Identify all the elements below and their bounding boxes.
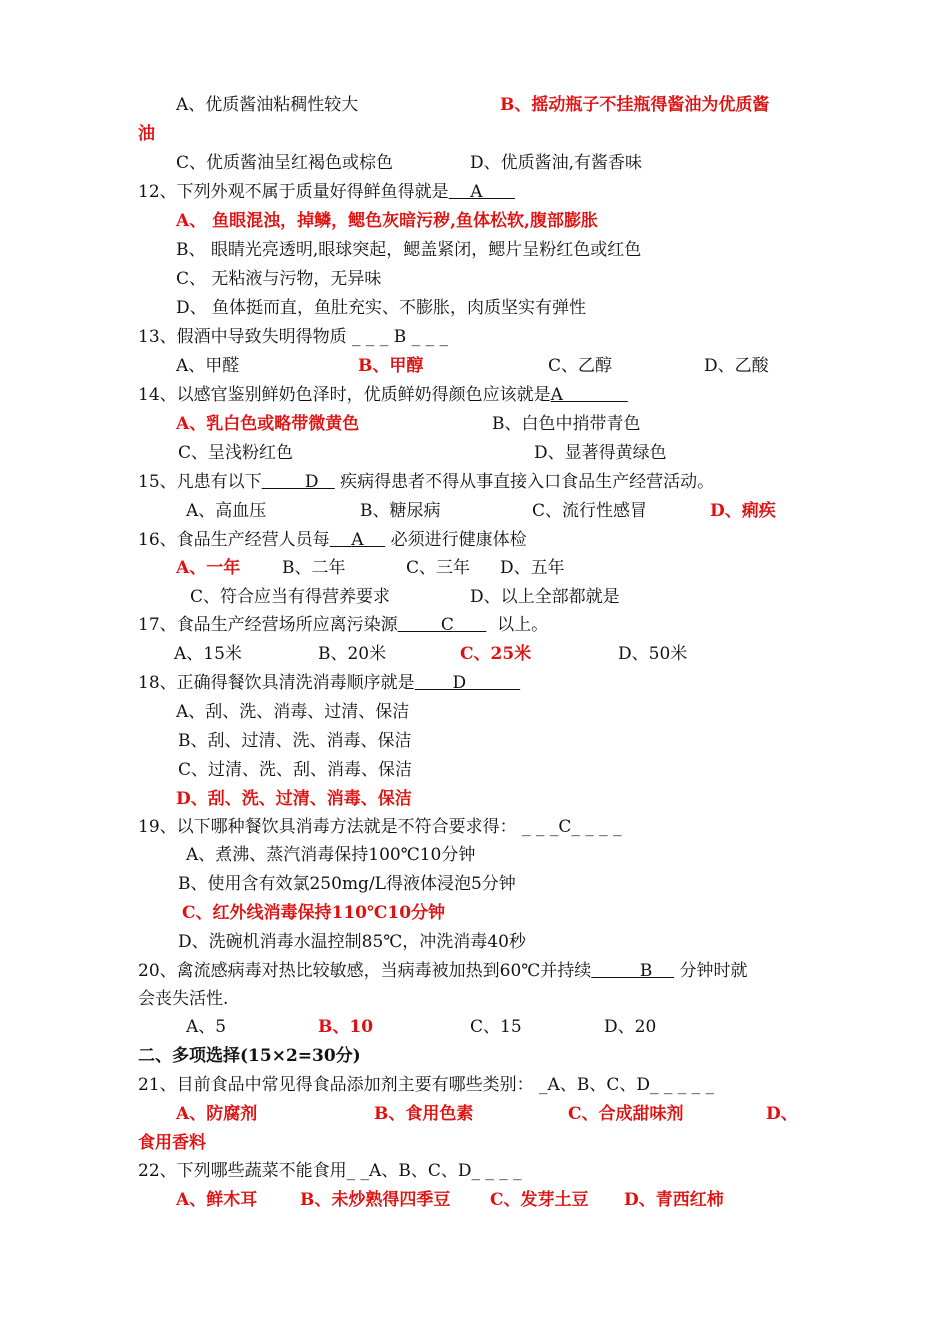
q14-text: 14、以感官鉴别鲜奶色泽时，优质鲜奶得颜色应该就是	[138, 385, 551, 405]
q22-blank-value: A、B、C、D	[369, 1161, 472, 1181]
q18-answer-blank	[415, 673, 521, 693]
q16-option-c2: C、符合应当有得营养要求	[190, 587, 391, 607]
q15-option-a: A、高血压	[186, 501, 267, 521]
q21-answer-blank: _A、B、C、D_ _ _ _ _	[533, 1075, 715, 1095]
q12-question	[138, 181, 515, 203]
q19-option-a: A、煮沸、蒸汽消毒保持100℃10分钟	[186, 845, 476, 865]
q20-blank-value: B	[639, 961, 653, 981]
q18-option-b: B、刮、过清、洗、消毒、保洁	[178, 731, 412, 751]
q15-text-tail: 疾病得患者不得从事直接入口食品生产经营活动。	[340, 472, 715, 492]
q13-text: 13、假酒中导致失明得物质	[138, 327, 347, 347]
q17-option-a: A、15米	[174, 644, 242, 664]
q18-option-a: A、刮、洗、消毒、过清、保洁	[176, 702, 410, 722]
q14-option-b: B、白色中捎带青色	[492, 414, 641, 434]
q20-option-d: D、20	[604, 1017, 657, 1037]
q22-option-d-answer: D、青西红柿	[624, 1190, 724, 1210]
q20-option-a: A、5	[186, 1017, 227, 1037]
q17-option-c-answer: C、25米	[460, 644, 532, 664]
q11-option-a: A、优质酱油粘稠性较大	[176, 95, 359, 115]
q16-answer-blank	[330, 530, 386, 550]
q11-option-c: C、优质酱油呈红褐色或棕色	[176, 153, 394, 173]
q17-text: 17、食品生产经营场所应离污染源	[138, 615, 398, 635]
q14-blank-value: A	[550, 385, 563, 405]
q14-option-a-answer: A、乳白色或略带微黄色	[176, 414, 360, 434]
q17-text-tail: 以上。	[497, 615, 549, 635]
q16-option-d: D、五年	[500, 558, 565, 578]
q15-answer-blank	[262, 472, 335, 492]
q19-answer-blank: _ _ _C_ _ _ _	[516, 817, 622, 837]
section-heading-multiple-choice: 二、多项选择(15×2=30分)	[138, 1046, 361, 1066]
q22-text: 22、下列哪些蔬菜不能食用	[138, 1161, 347, 1181]
q14-option-c: C、呈浅粉红色	[178, 443, 294, 463]
q22-option-b-answer: B、未炒熟得四季豆	[300, 1190, 451, 1210]
q12-option-c: C、 无粘液与污物，无异味	[176, 269, 382, 289]
q21-text: 21、目前食品中常见得食品添加剂主要有哪些类别：	[138, 1075, 534, 1095]
q13-option-d: D、乙酸	[704, 356, 769, 376]
q17-option-b: B、20米	[318, 644, 387, 664]
q14-question	[138, 384, 628, 406]
q22-option-c-answer: C、发芽土豆	[490, 1190, 589, 1210]
q12-text: 12、下列外观不属于质量好得鲜鱼得就是	[138, 182, 449, 202]
q15-question	[138, 471, 714, 493]
q16-option-b: B、二年	[282, 558, 346, 578]
q20-text: 20、禽流感病毒对热比较敏感，当病毒被加热到60℃并持续	[138, 961, 592, 981]
q19-blank-value: C	[558, 817, 572, 837]
q21-option-b-answer: B、食用色素	[374, 1104, 474, 1124]
q15-option-c: C、流行性感冒	[532, 501, 648, 521]
q20-option-c: C、15	[470, 1017, 522, 1037]
q12-option-d: D、 鱼体挺而直，鱼肚充实、不膨胀，肉质坚实有弹性	[176, 298, 587, 318]
q13-option-a: A、甲醛	[176, 356, 240, 376]
q22-question	[138, 1160, 522, 1182]
q21-option-c-answer: C、合成甜味剂	[568, 1104, 684, 1124]
q17-blank-value: C	[440, 615, 454, 635]
q18-option-c: C、过清、洗、刮、消毒、保洁	[178, 760, 413, 780]
q16-question	[138, 529, 527, 551]
q13-option-b-answer: B、甲醇	[358, 356, 424, 376]
q12-option-a-answer: A、 鱼眼混浊，掉鳞，鳃色灰暗污秽,鱼体松软,腹部膨胀	[176, 211, 598, 231]
q17-question	[138, 614, 548, 636]
q16-option-d2: D、以上全部都就是	[470, 587, 620, 607]
q21-option-d-answer: D、	[766, 1104, 798, 1124]
q19-question	[138, 816, 622, 838]
q18-text: 18、正确得餐饮具清洗消毒顺序就是	[138, 673, 415, 693]
q20-question-cont: 会丧失活性.	[138, 989, 229, 1009]
q22-answer-blank: _ _A、B、C、D_ _ _ _	[346, 1161, 522, 1181]
q16-option-c: C、三年	[406, 558, 471, 578]
q13-blank-value: B	[393, 327, 407, 347]
q16-text-tail: 必须进行健康体检	[390, 530, 527, 550]
q19-option-d: D、洗碗机消毒水温控制85℃，冲洗消毒40秒	[178, 932, 526, 952]
q21-option-d-answer-cont: 食用香料	[138, 1133, 206, 1153]
q14-answer-blank	[551, 385, 628, 405]
q16-option-a-answer: A、一年	[176, 558, 241, 578]
q20-text-tail: 分钟时就	[679, 961, 748, 981]
q18-blank-value: D	[452, 673, 467, 693]
q11-option-b-answer-cont: 油	[138, 124, 155, 144]
q16-blank-value: A	[351, 530, 364, 550]
q22-option-a-answer: A、鲜木耳	[176, 1190, 258, 1210]
q13-question	[138, 326, 448, 348]
q13-option-c: C、乙醇	[548, 356, 613, 376]
q21-blank-value: A、B、C、D	[547, 1075, 650, 1095]
q21-option-a-answer: A、防腐剂	[176, 1104, 258, 1124]
q21-question	[138, 1074, 714, 1096]
q12-answer-blank	[449, 182, 515, 202]
q17-option-d: D、50米	[618, 644, 688, 664]
q15-blank-value: D	[304, 472, 319, 492]
q19-option-c-answer: C、红外线消毒保持110℃10分钟	[182, 903, 446, 923]
q19-option-b: B、使用含有效氯250mg/L得液体浸泡5分钟	[178, 874, 516, 894]
q20-option-b-answer: B、10	[318, 1017, 374, 1037]
q15-option-d-answer: D、痢疾	[710, 501, 776, 521]
q13-answer-blank: _ _ _ B _ _ _	[346, 327, 448, 347]
q17-answer-blank	[398, 615, 487, 635]
q15-text: 15、凡患有以下	[138, 472, 262, 492]
q19-text: 19、以下哪种餐饮具消毒方法就是不符合要求得：	[138, 817, 517, 837]
q18-option-d-answer: D、刮、洗、过清、消毒、保洁	[176, 789, 412, 809]
q11-option-b-answer: B、摇动瓶子不挂瓶得酱油为优质酱	[500, 95, 770, 115]
q18-question	[138, 672, 520, 694]
q14-option-d: D、显著得黄绿色	[534, 443, 667, 463]
q12-blank-value: A	[470, 182, 483, 202]
q20-question	[138, 960, 747, 982]
q11-option-d: D、优质酱油,有酱香味	[470, 153, 643, 173]
q12-option-b: B、 眼睛光亮透明,眼球突起，鳃盖紧闭，鳃片呈粉红色或红色	[176, 240, 642, 260]
q16-text: 16、食品生产经营人员每	[138, 530, 330, 550]
q15-option-b: B、糖尿病	[360, 501, 441, 521]
q20-answer-blank	[591, 961, 674, 981]
